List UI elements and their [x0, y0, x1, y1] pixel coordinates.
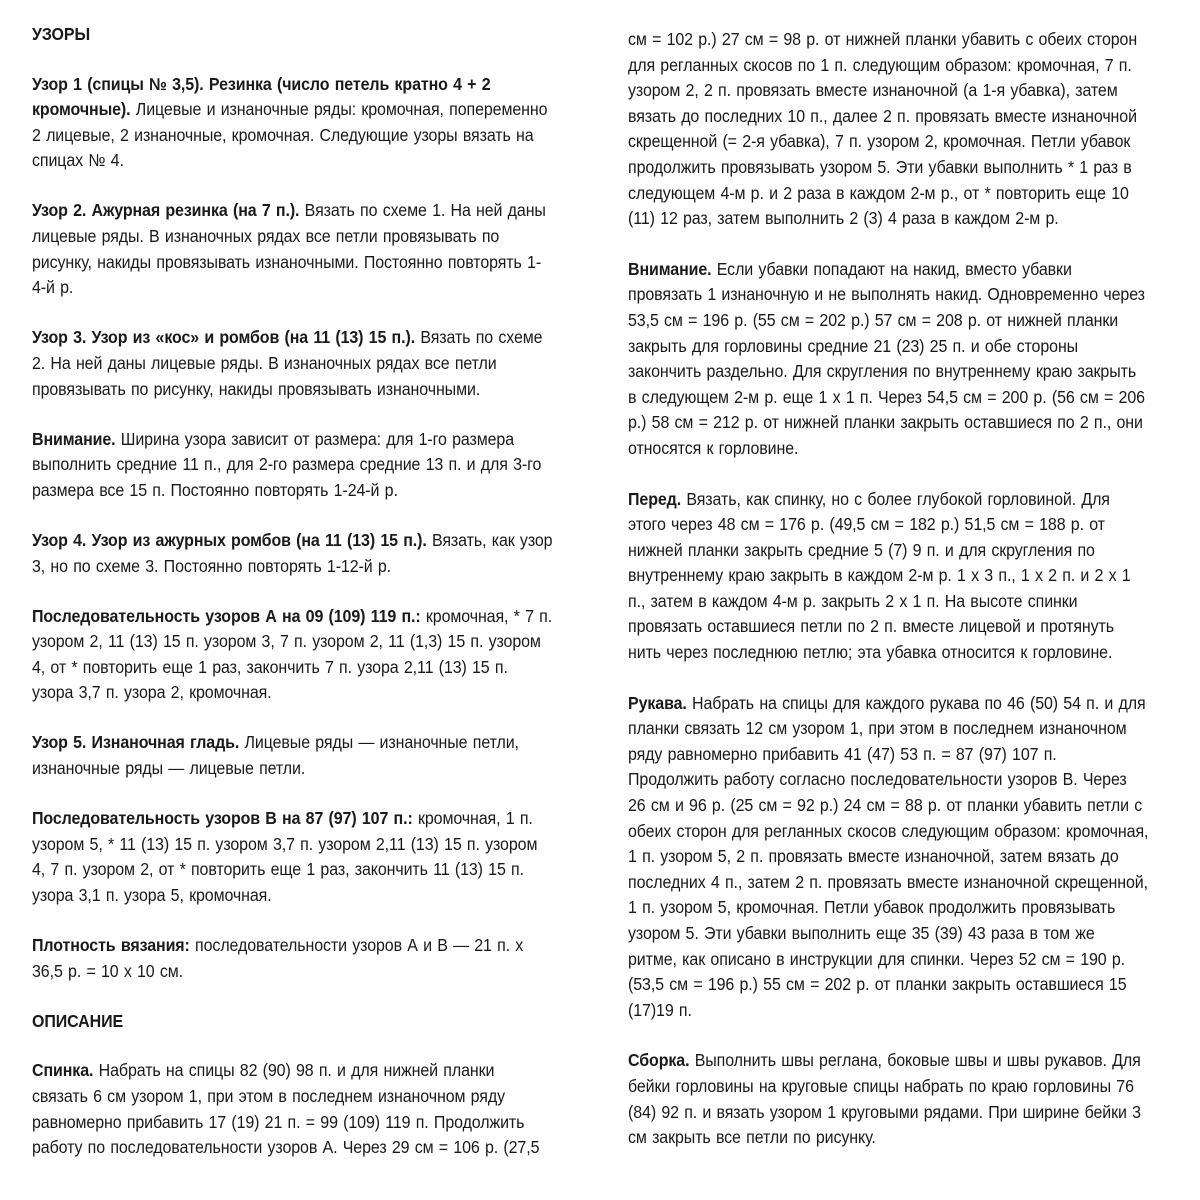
pattern-3-title: Узор 3. Узор из «кос» и ромбов (на 11 (13) 15 п.). [32, 327, 416, 348]
sequence-a-paragraph [32, 604, 553, 706]
sequence-b-paragraph [32, 806, 553, 908]
pattern-2-text: Вязать по схеме 1. На ней даны лицевые ряды. В изнаночных рядах все петли провязывать по рисунку, накиды провязывать изнаночными. Постоянно повторять 1-4-й р. [32, 200, 546, 298]
sequence-a-text: кромочная, * 7 п. узором 2, 11 (13) 15 п. узором 3, 7 п. узором 2, 11 (1,3) 15 п. узором 4, от * повторить еще 1 раз, закончить 7 п. узора 2,11 (13) 15 п. узора 3,7 п. узора 2, кромочная. [32, 605, 553, 703]
back-continued-paragraph [628, 27, 1149, 232]
gauge-title: Плотность вязания: [32, 935, 190, 956]
attention-note-1 [32, 427, 553, 504]
pattern-3-text: Вязать по схеме 2. На ней даны лицевые ряды. В изнаночных рядах все петли провязывать по рисунку, накиды провязывать изнаночными. [32, 327, 543, 399]
sleeves-text: Набрать на спицы для каждого рукава по 46 (50) 54 п. и для планки связать 12 см узором 1, при этом в последнем изнаночном ряду равномерно прибавить 41 (47) 53 п. = 87 (97) 107 п. Продолжить работу согласно последовательности узоров В. Через 26 см и 96 р. (25 см = 92 р.) 24 см = 88 р. от планки убавить петли с обеих сторон для регланных скосов следующим образом: кромочная, 1 п. узором 5, 2 п. провязать вместе изнаночной, затем вязать до последних 4 п., затем 2 п. провязать вместе изнаночной скрещенной, 1 п. узором 5, кромочная. Петли убавок продолжить провязывать узором 5. Эти убавки выполнить еще 35 (39) 43 раза в том же ритме, как описано в инструкции для спинки. Через 52 см = 190 р. (53,5 см = 196 р.) 55 см = 202 р. от планки закрыть оставшиеся 15 (17)19 п. [628, 692, 1149, 1020]
pattern-5-paragraph [32, 730, 553, 781]
pattern-2-paragraph [32, 198, 553, 300]
right-column [628, 27, 1149, 1176]
pattern-5-title: Узор 5. Изнаночная гладь. [32, 732, 240, 753]
back-paragraph [32, 1058, 553, 1160]
back-title: Спинка. [32, 1060, 94, 1081]
section-title-patterns: УЗОРЫ [32, 24, 91, 44]
attention-1-text: Ширина узора зависит от размера: для 1-го размера выполнить средние 11 п., для 2-го размера средние 13 п. и для 3-го размера все 15 п. Постоянно повторять 1-24-й р. [32, 428, 542, 500]
sleeves-paragraph [628, 691, 1149, 1024]
back-text: Набрать на спицы 82 (90) 98 п. и для нижней планки связать 6 см узором 1, при этом в последнем изнаночном ряду равномерно прибавить 17 (19) 21 п. = 99 (109) 119 п. Продолжить работу по последовательности узоров А. Через 29 см = 106 р. (27,5 [32, 1060, 540, 1158]
assembly-title: Сборка. [628, 1050, 690, 1071]
pattern-1-title: Узор 1 (спицы № 3,5). Резинка (число петель кратно 4 + 2 кромочные). [32, 73, 491, 120]
front-text: Вязать, как спинку, но с более глубокой горловиной. Для этого через 48 см = 176 р. (49,5 см = 182 р.) 51,5 см = 188 р. от нижней планки закрыть средние 5 (7) 9 п. и для скругления по внутреннему краю закрыть в каждом 2-м р. 1 х 3 п., 1 х 2 п. и 2 х 1 п., затем в каждом 4-м р. закрыть 2 х 1 п. На высоте спинки провязать оставшиеся петли по 2 п. вместе лицевой и протянуть нить через последнюю петлю; эта убавка относится к горловине. [628, 488, 1131, 663]
pattern-4-paragraph [32, 528, 553, 579]
pattern-4-title: Узор 4. Узор из ажурных ромбов (на 11 (13) 15 п.). [32, 529, 427, 550]
pattern-1-text: Лицевые и изнаночные ряды: кромочная, попеременно 2 лицевые, 2 изнаночные, кромочная. Следующие узоры вязать на спицах № 4. [32, 99, 548, 171]
pattern-1-paragraph [32, 72, 553, 174]
attention-1-title: Внимание. [32, 428, 116, 449]
front-title: Перед. [628, 488, 682, 509]
attention-2-text: Если убавки попадают на накид, вместо убавки провязать 1 изнаночную и не выполнять накид. Одновременно через 53,5 см = 196 р. (55 см = 202 р.) 57 см = 208 р. от нижней планки закрыть для горловины средние 21 (23) 25 п. и обе стороны закончить раздельно. Для скругления по внутреннему краю закрыть в следующем 2-м р. еще 1 х 1 п. Через 54,5 см = 200 р. (56 см = 206 р.) 58 см = 212 р. от нижней планки закрыть оставшиеся по 2 п., они относятся к горловине. [628, 258, 1145, 458]
attention-2-title: Внимание. [628, 258, 712, 279]
sequence-b-text: кромочная, 1 п. узором 5, * 11 (13) 15 п. узором 3,7 п. узором 2,11 (13) 15 п. узором 4, 7 п. узором 2, от * повторить еще 1 раз, закончить 11 (13) 15 п. узора 3,1 п. узора 5, кромочная. [32, 808, 538, 905]
gauge-paragraph [32, 933, 553, 984]
sleeves-title: Рукава. [628, 692, 687, 713]
pattern-5-text: Лицевые ряды — изнаночные петли, изнаночные ряды — лицевые петли. [32, 732, 519, 779]
back-continued-text: см = 102 р.) 27 см = 98 р. от нижней планки убавить с обеих сторон для регланных скосов по 1 п. следующим образом: кромочная, 7 п. узором 2, 2 п. провязать вместе изнаночной (а 1-я убавка), затем вязать до последних 10 п., далее 2 п. провязать вместе изнаночной скрещенной (= 2-я убавка), 7 п. узором 2, кромочная. Петли убавок продолжить провязывать узором 5. Эти убавки выполнить * 1 раз в следующем 4-м р. и 2 раза в каждом 2-м р., от * повторить еще 10 (11) 12 раз, затем выполнить 2 (3) 4 раза в каждом 2-м р. [628, 29, 1138, 229]
pattern-3-paragraph [32, 325, 553, 402]
left-column [32, 22, 553, 1185]
pattern-2-title: Узор 2. Ажурная резинка (на 7 п.). [32, 200, 300, 221]
sequence-a-title: Последовательность узоров А на 09 (109) 119 п.: [32, 605, 421, 626]
assembly-paragraph [628, 1048, 1149, 1150]
pattern-4-text: Вязать, как узор 3, но по схеме 3. Постоянно повторять 1-12-й р. [32, 529, 553, 576]
front-paragraph [628, 487, 1149, 666]
section-title-description: ОПИСАНИЕ [32, 1010, 124, 1031]
sequence-b-title: Последовательность узоров В на 87 (97) 107 п.: [32, 808, 413, 829]
assembly-text: Выполнить швы реглана, боковые швы и швы рукавов. Для бейки горловины на круговые спицы набрать по краю горловины 76 (84) 92 п. и вязать узором 1 круговыми рядами. При ширине бейки 3 см закрыть все петли по рисунку. [628, 1050, 1141, 1148]
gauge-text: последовательности узоров А и В — 21 п. х 36,5 р. = 10 х 10 см. [32, 935, 524, 981]
attention-note-2 [628, 257, 1149, 462]
